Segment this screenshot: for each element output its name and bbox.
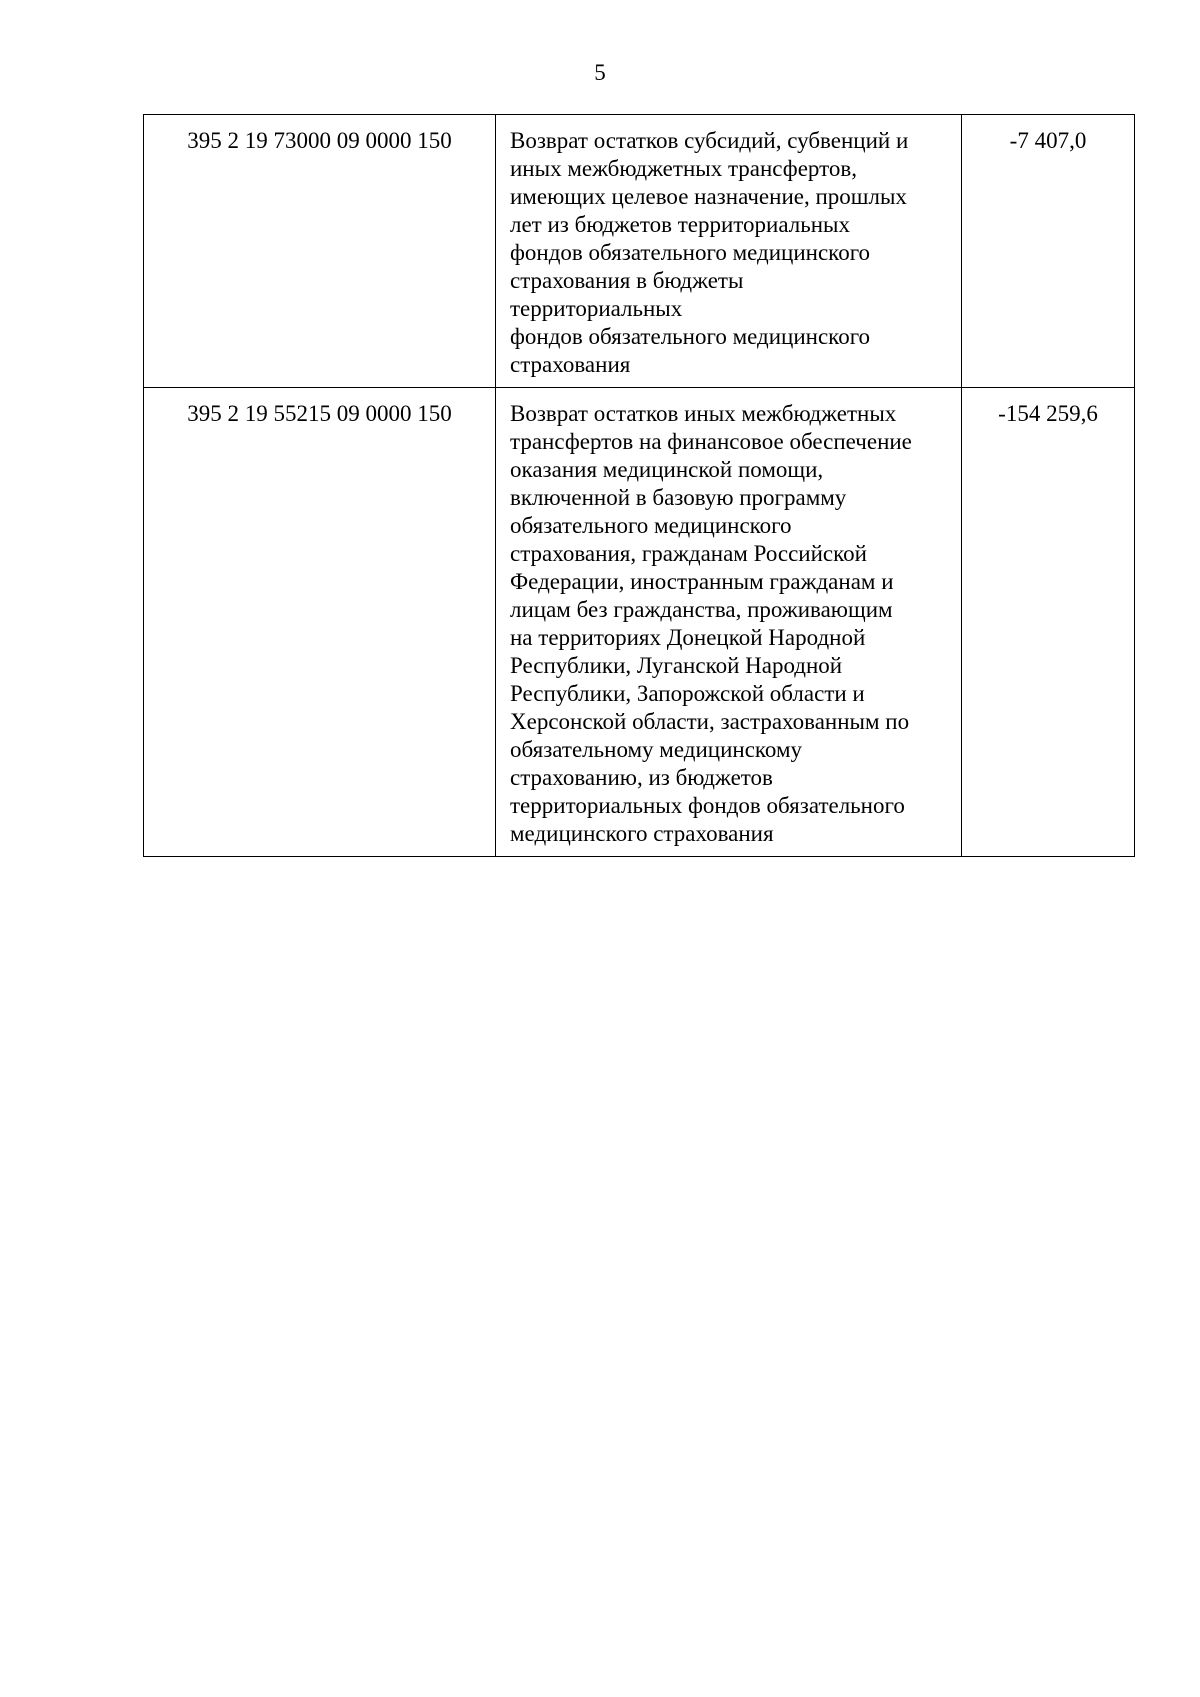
row-amount: -154 259,6 — [962, 388, 1135, 857]
description-line: оказания медицинской помощи, — [510, 457, 824, 482]
row-amount: -7 407,0 — [962, 115, 1135, 388]
description-line: страхования в бюджеты — [510, 268, 744, 293]
description-line: страхованию, из бюджетов — [510, 765, 773, 790]
description-line: территориальных — [510, 296, 683, 321]
row-description — [496, 388, 962, 857]
description-line: медицинского страхования — [510, 821, 774, 846]
description-line: страхования, гражданам Российской — [510, 541, 867, 566]
row-description — [496, 115, 962, 388]
table-row — [144, 115, 1135, 388]
description-line: Республики, Запорожской области и — [510, 681, 865, 706]
description-line: Республики, Луганской Народной — [510, 653, 843, 678]
description-line: на территориях Донецкой Народной — [510, 625, 866, 650]
description-line: лицам без гражданства, проживающим — [510, 597, 893, 622]
description-line: Федерации, иностранным гражданам и — [510, 569, 894, 594]
description-line: лет из бюджетов территориальных — [510, 212, 850, 237]
description-line: территориальных фондов обязательного — [510, 793, 905, 818]
description-line: обязательного медицинского — [510, 513, 792, 538]
table-row — [144, 388, 1135, 857]
description-line: Возврат остатков субсидий, субвенций и — [510, 128, 909, 153]
page-number: 5 — [594, 60, 606, 85]
description-line: Возврат остатков иных межбюджетных — [510, 401, 897, 426]
description-line: включенной в базовую программу — [510, 485, 847, 510]
row-code: 395 2 19 55215 09 0000 150 — [144, 388, 496, 857]
description-line: обязательному медицинскому — [510, 737, 803, 762]
description-line: Херсонской области, застрахованным по — [510, 709, 910, 734]
description-line: трансфертов на финансовое обеспечение — [510, 429, 912, 454]
description-line: фондов обязательного медицинского — [510, 240, 871, 265]
row-code: 395 2 19 73000 09 0000 150 — [144, 115, 496, 388]
description-line: страхования — [510, 352, 631, 377]
description-line: иных межбюджетных трансфертов, — [510, 156, 857, 181]
description-line: имеющих целевое назначение, прошлых — [510, 184, 907, 209]
description-line: фондов обязательного медицинского — [510, 324, 871, 349]
budget-table — [143, 114, 1135, 857]
